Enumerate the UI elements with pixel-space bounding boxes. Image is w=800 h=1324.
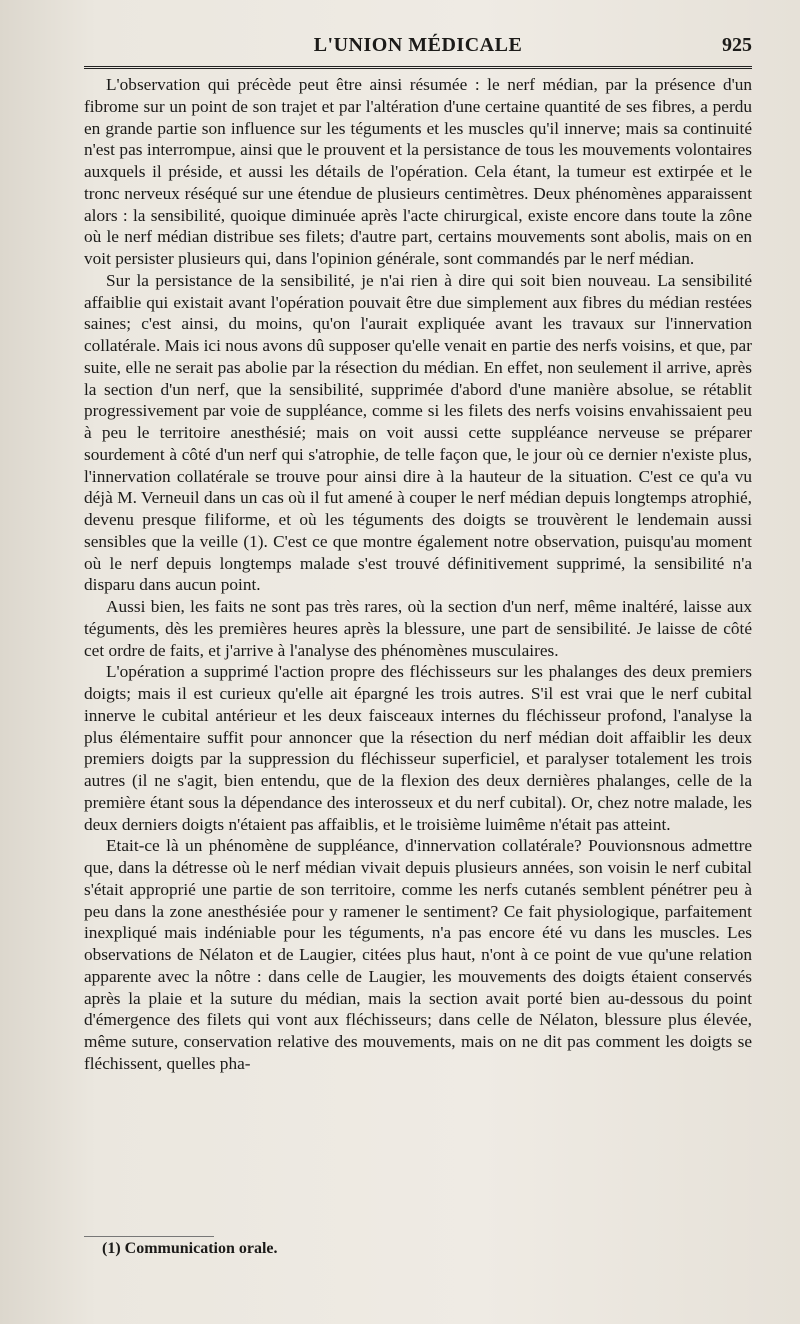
footnote-rule xyxy=(84,1236,214,1237)
paragraph: Etait-ce là un phénomène de suppléance, d'innervation collatérale? Pouvionsnous admettre que, dans la détresse où le nerf médian vivait depuis plusieurs années, son voisin le nerf cubital s'était approprié une partie de son territoire, comme les nerfs cutanés semblent pénétrer peu à peu dans la zone anesthésiée pour y ramener le sentiment? Ce fait physiologique, parfaitement inexpliqué mais indéniable pour les téguments, n'a pas encore été vu dans les muscles. Les observations de Nélaton et de Laugier, citées plus haut, n'ont à ce point de vue qu'une relation apparente avec la nôtre : dans celle de Laugier, les mouvements des doigts étaient conservés après la plaie et la suture du médian, mais la section avait porté bien au-dessous du point d'émergence des filets qui vont aux fléchisseurs; dans celle de Nélaton, blessure plus élevée, même suture, conservation relative des mouvements, mais on ne dit pas comment les doigts se fléchissent, quelles pha- xyxy=(84,836,752,1073)
paragraph: L'observation qui précède peut être ainsi résumée : le nerf médian, par la présence d'un fibrome sur un point de son trajet et par l'altération d'une certaine quantité de ses fibres, a perdu en grande partie son influence sur les téguments et les muscles qu'il innerve; mais sa continuité n'est pas interrompue, ainsi que le prouvent et la persistance de tous les mouvements volontaires auxquels il préside, et aussi les détails de l'opération. Cela étant, la tumeur est extirpée et le tronc nerveux réséqué sur une étendue de plusieurs centimètres. Deux phénomènes apparaissent alors : la sensibilité, quoique diminuée après l'acte chirurgical, existe encore dans toute la zône où le nerf médian distribue ses filets; d'autre part, certains mouvements sont abolis, mais on en voit persister plusieurs qui, dans l'opinion générale, sont commandés par le nerf médian. xyxy=(84,75,752,268)
page-header xyxy=(84,30,752,64)
paragraph: L'opération a supprimé l'action propre des fléchisseurs sur les phalanges des deux premiers doigts; mais il est curieux qu'elle ait épargné les trois autres. S'il est vrai que le nerf cubital innerve le cubital antérieur et les deux faisceaux internes du fléchisseur profond, l'analyse la plus élémentaire suffit pour annoncer que la résection du nerf médian doit affaiblir les deux premiers doigts par la suppression du fléchisseur superficiel, et paralyser totalement les trois autres (il ne s'agit, bien entendu, que de la flexion des deux dernières phalanges, celle de la première étant sous la dépendance des interosseux et du nerf cubital). Or, chez notre malade, les deux derniers doigts n'étaient pas affaiblis, et le troisième luimême n'était pas atteint. xyxy=(84,662,752,834)
paragraph: Sur la persistance de la sensibilité, je n'ai rien à dire qui soit bien nouveau. La sensibilité affaiblie qui existait avant l'opération pouvait être due simplement aux fibres du médian restées saines; c'est ainsi, du moins, qu'on l'aurait expliquée avant les travaux sur l'innervation collatérale. Mais ici nous avons dû supposer qu'elle venait en partie des nerfs voisins, et que, par suite, elle ne serait pas abolie par la résection du médian. En effet, non seulement il arrive, après la section d'un nerf, que la sensibilité, supprimée d'abord d'une manière absolue, se rétablit progressivement par voie de suppléance, comme si les filets des nerfs voisins envahissaient peu à peu le territoire anesthésié; mais on voit aussi cette suppléance nerveuse se préparer sourdement à côté d'un nerf qui s'atrophie, de telle façon que, le jour où ce dernier n'existe plus, l'innervation collatérale se trouve pour ainsi dire à la hauteur de la situation. C'est ce qu'a vu déjà M. Verneuil dans un cas où il fut amené à couper le nerf médian depuis longtemps atrophié, devenu presque filiforme, et où les téguments des doigts se trouvèrent le lendemain aussi sensibles que la veille (1). C'est ce que montre également notre observation, puisqu'au moment où le nerf depuis longtemps malade s'est trouvé définitivement supprimé, la sensibilité n'a disparu dans aucun point. xyxy=(84,270,752,595)
header-rule xyxy=(84,66,752,69)
running-title: L'UNION MÉDICALE xyxy=(313,34,523,56)
footnote: (1) Communication orale. xyxy=(102,1240,278,1257)
page-number: 925 xyxy=(722,34,752,56)
paragraph: Aussi bien, les faits ne sont pas très rares, où la section d'un nerf, même inaltéré, laisse aux téguments, dès les premières heures après la blessure, une part de sensibilité. Je laisse de côté cet ordre de faits, et j'arrive à l'analyse des phénomènes musculaires. xyxy=(84,597,752,660)
article-body xyxy=(84,74,752,1075)
